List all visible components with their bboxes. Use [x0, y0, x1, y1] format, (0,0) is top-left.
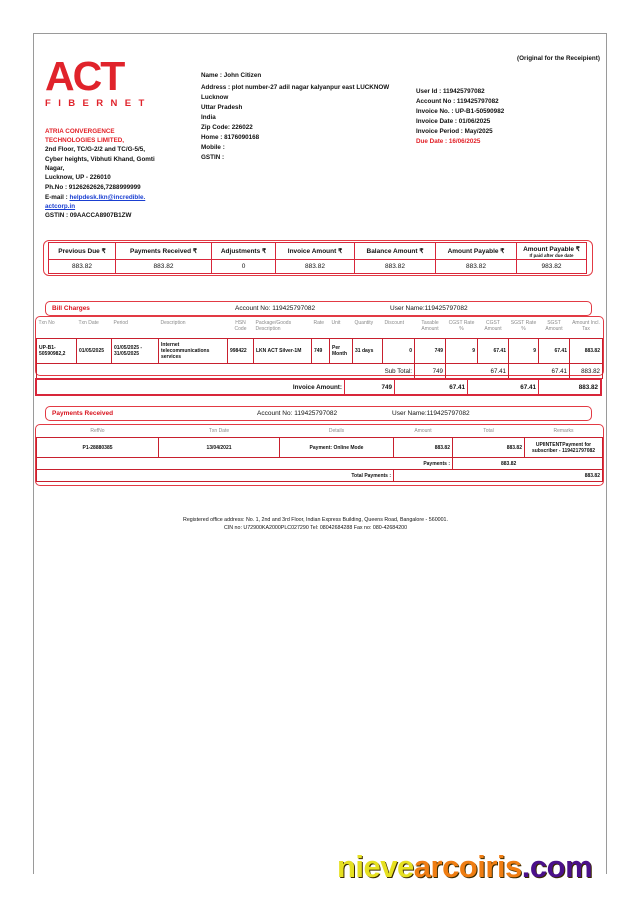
col-header: Total — [483, 428, 494, 434]
email-label: E-mail : — [45, 194, 70, 201]
ref-no: P1-28880385 — [37, 438, 159, 458]
payment-amount: 883.82 — [394, 438, 453, 458]
invoice-cgst: 67.41 — [395, 379, 468, 395]
invoice-total: 883.82 — [539, 379, 602, 395]
watermark-part: .com — [521, 849, 593, 884]
customer-mobile: Mobile : — [201, 144, 225, 151]
payments-table — [35, 424, 604, 486]
watermark — [337, 849, 592, 885]
bill-charges-bar — [45, 301, 592, 316]
subtotal-cgst: 67.41 — [446, 364, 509, 379]
col-header: Description — [160, 320, 186, 326]
customer-block — [201, 71, 441, 163]
invoice-no: Invoice No. : UP-B1-50590982 — [416, 108, 505, 115]
col-header: Amount — [414, 428, 432, 434]
customer-state: Uttar Pradesh — [201, 104, 243, 111]
summary-header: Adjustments ₹ — [212, 243, 276, 260]
payments-user-name: User Name:119425797082 — [392, 410, 470, 417]
summary-header: Invoice Amount ₹ — [276, 243, 355, 260]
col-header: Discount — [384, 320, 404, 326]
period: 01/05/2025 - 31/05/2025 — [112, 339, 159, 364]
payments-title: Payments Received — [52, 410, 114, 417]
customer-zip: Zip Code: 226022 — [201, 124, 253, 131]
col-header: Txn Date — [78, 320, 99, 326]
col-header: Period — [113, 320, 128, 326]
invoice-amount-row — [35, 378, 602, 396]
amount-incl-tax: 883.82 — [570, 339, 603, 364]
col-header: Quantity — [354, 320, 374, 326]
total-payments-value: 883.82 — [394, 470, 603, 482]
subtotal-label: Sub Total: — [37, 364, 415, 379]
col-header: RefNo — [90, 428, 105, 434]
payments-account-no: Account No: 119425797082 — [257, 410, 338, 417]
col-header: Taxable Amount — [421, 320, 439, 332]
summary-header: Balance Amount ₹ — [355, 243, 436, 260]
customer-country: India — [201, 114, 216, 121]
company-name-2: TECHNOLOGIES LIMITED, — [45, 137, 125, 144]
txn-no: UP-B1-50590982,2 — [37, 339, 77, 364]
due-date: Due Date : 16/06/2025 — [416, 138, 481, 145]
invoice-amount-value: 883.82 — [276, 260, 355, 274]
previous-due-value: 883.82 — [49, 260, 116, 274]
summary-header: Previous Due ₹ — [49, 243, 116, 260]
total-payments-label: Total Payments : — [37, 470, 394, 482]
customer-gstin: GSTIN : — [201, 154, 225, 161]
subtotal-taxable: 749 — [415, 364, 446, 379]
customer-home: Home : 8176090168 — [201, 134, 260, 141]
registered-office: Registered office address: No. 1, 2nd and 3rd Floor, Indian Express Building, Queens Road, Bangalore - 560001. — [183, 517, 448, 523]
fibernet-logo-text: FIBERNET — [45, 98, 152, 109]
invoice-taxable: 749 — [345, 379, 395, 395]
taxable-amount: 749 — [415, 339, 446, 364]
discount: 0 — [383, 339, 415, 364]
col-header: CGST Rate % — [448, 320, 475, 332]
col-header: Rate — [313, 320, 325, 326]
table-row — [37, 438, 603, 458]
col-header: SGST Amount — [545, 320, 563, 332]
amount-summary — [43, 240, 593, 276]
payments-value: 883.82 — [453, 458, 603, 470]
watermark-part: nieve — [337, 849, 414, 884]
payment-remarks: UPIINTENTPayment for subscriber - 119421797082 — [525, 438, 603, 458]
company-gstin: GSTIN : 09AACCA8907B1ZW — [45, 212, 132, 219]
company-address-4: Lucknow, UP - 226010 — [45, 174, 111, 181]
txn-date: 01/05/2025 — [77, 339, 112, 364]
col-header: Txn No — [38, 320, 55, 326]
company-address-2: Cyber heights, Vibhuti Khand, Gomti — [45, 156, 155, 163]
copy-label: (Original for the Receipient) — [517, 55, 600, 62]
subtotal-row — [37, 364, 603, 379]
act-logo: ACT — [45, 53, 124, 99]
customer-address: Address : plot number-27 adil nagar kalyanpur east LUCKNOW — [201, 84, 390, 91]
col-header: SGST Rate % — [510, 320, 537, 332]
unit: Per Month — [330, 339, 353, 364]
subtotal-sgst: 67.41 — [509, 364, 570, 379]
customer-name: Name : John Citizen — [201, 72, 262, 79]
late-note: If paid after due date — [529, 252, 574, 258]
summary-header: Amount Payable ₹ — [436, 243, 517, 260]
email-link[interactable]: helpdesk.lkn@incredible. — [69, 194, 146, 201]
bill-account-no: Account No: 119425797082 — [235, 305, 316, 312]
company-phone: Ph.No : 9126262626,7288999999 — [45, 184, 141, 191]
summary-header-late — [517, 243, 587, 260]
payments-received-value: 883.82 — [116, 260, 212, 274]
balance-amount-value: 883.82 — [355, 260, 436, 274]
amount-payable-late-value: 983.82 — [517, 260, 587, 274]
bill-charges-table — [35, 316, 604, 376]
customer-city: Lucknow — [201, 94, 229, 101]
hsn-code: 998422 — [228, 339, 254, 364]
user-id: User Id : 119425797082 — [416, 88, 485, 95]
col-header: Remarks — [553, 428, 574, 434]
invoice-period: Invoice Period : May/2025 — [416, 128, 493, 135]
col-header: CGST Amount — [484, 320, 502, 332]
col-header: Unit — [331, 320, 341, 326]
col-header: Details — [328, 428, 345, 434]
account-no: Account No : 119425797082 — [416, 98, 499, 105]
rate: 749 — [312, 339, 330, 364]
col-header: HSN Code — [234, 320, 247, 332]
table-row — [37, 339, 603, 364]
payment-details: Payment: Online Mode — [280, 438, 394, 458]
company-address-3: Nagar, — [45, 165, 65, 172]
invoice-amount-label: Invoice Amount: — [36, 379, 345, 395]
summary-header: Payments Received ₹ — [116, 243, 212, 260]
company-address-1: 2nd Floor, TC/G-2/2 and TC/G-5/5, — [45, 146, 146, 153]
email-link-cont[interactable]: actcorp.in — [45, 203, 76, 210]
invoice-sgst: 67.41 — [468, 379, 539, 395]
sgst-rate: 9 — [509, 339, 539, 364]
sgst-amount: 67.41 — [539, 339, 570, 364]
adjustments-value: 0 — [212, 260, 276, 274]
company-block — [45, 128, 185, 221]
cgst-amount: 67.41 — [478, 339, 509, 364]
bill-charges-title: Bill Charges — [52, 305, 90, 312]
payment-total: 883.82 — [453, 438, 525, 458]
description: Internet telecommunications services — [159, 339, 228, 364]
col-header: Package/Goods Description — [255, 320, 292, 332]
subtotal-total: 883.82 — [570, 364, 603, 379]
amount-payable-value: 883.82 — [436, 260, 517, 274]
payments-label: Payments : — [37, 458, 453, 470]
company-name-1: ATRIA CONVERGENCE — [45, 128, 115, 135]
bill-user-name: User Name:119425797082 — [390, 305, 468, 312]
quantity: 31 days — [353, 339, 383, 364]
account-block — [416, 87, 606, 147]
payments-bar — [45, 406, 592, 421]
invoice-date: Invoice Date : 01/06/2025 — [416, 118, 491, 125]
cin-contact: CIN no: U72900KA2000PLC027290 Tel: 08042684288 Fax no: 080-42684200 — [223, 525, 408, 531]
package-description: LKN ACT Silver-1M — [254, 339, 312, 364]
col-header: Amount Incl. Tax — [572, 320, 600, 332]
col-header: Txn Date — [208, 428, 230, 434]
watermark-part: arcoiris — [413, 849, 522, 884]
cgst-rate: 9 — [446, 339, 478, 364]
payment-date: 13/04/2021 — [159, 438, 280, 458]
summary-header: Amount Payable ₹ — [523, 245, 580, 253]
